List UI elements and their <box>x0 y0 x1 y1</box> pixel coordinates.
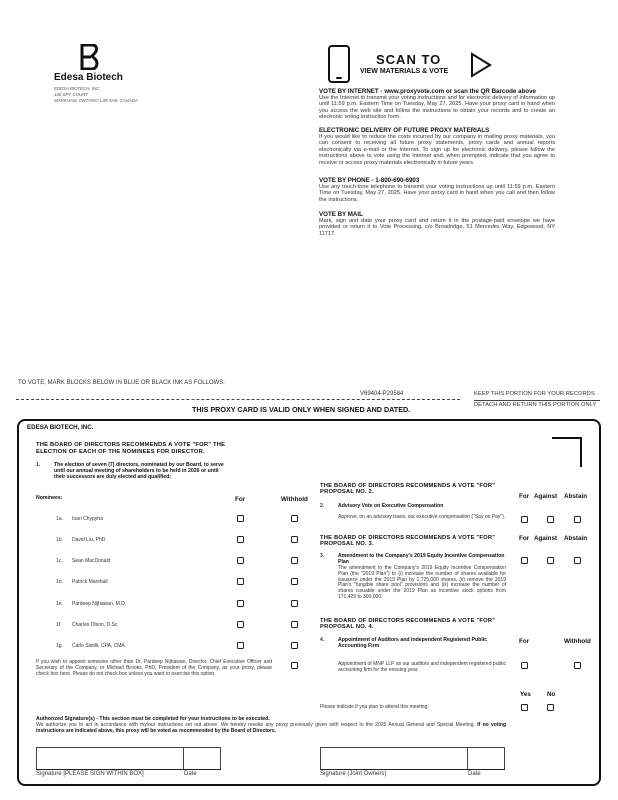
nominee-for-checkbox[interactable] <box>237 642 244 649</box>
nominee-number: 1f. <box>56 622 62 628</box>
proposal3-against-checkbox[interactable] <box>547 557 554 564</box>
nominee-name: Pardeep Nijhawan, M.D. <box>72 601 127 607</box>
authorization-bold-text: If no voting instructions are indicated above, this proxy will be voted as recommended by the Board of Directors. <box>36 722 506 734</box>
nominee-for-checkbox[interactable] <box>237 578 244 585</box>
vote-mail-body: Mark, sign and date your proxy card and return it in the postage-paid envelope we have provided or return it to Vote Processing, c/o Broadridge, 51 Mercedes Way, Edgewood, NY 11717. <box>319 218 555 237</box>
nominee-withhold-checkbox[interactable] <box>291 578 298 585</box>
for-column-header: For <box>519 493 530 500</box>
proposal3-body: The amendment to the Company's 2019 Equity Incentive Compensation Plan (the "2019 Plan") to (i) increase the number of shares available for issuance under the 2019 Plan by 1,725,000 shares, (ii) remove the 2019 Plan's "fungible share pool" provisions and (iii) increase the number of shares issuable under the 2019 Plan as incentive stock options from 171,429 to 300,000. <box>338 565 506 600</box>
nominee-name: Ioan Chypyha <box>72 516 103 522</box>
nominee-for-checkbox[interactable] <box>237 600 244 607</box>
detach-portion-text: DETACH AND RETURN THIS PORTION ONLY <box>474 402 597 408</box>
authorization-body: We authorize you to act in accordance with my/our instructions set out above. We hereby revoke any proxy previously given with respect to the 2025 Annual General and Special Meeting. <box>36 722 475 728</box>
authorization-text <box>36 723 506 735</box>
company-name: Edesa Biotech <box>54 72 123 83</box>
play-arrow-icon <box>470 52 492 78</box>
against-column-header: Against <box>534 535 558 542</box>
vote-phone-section <box>319 177 555 203</box>
vote-mail-title: VOTE BY MAIL <box>319 211 363 218</box>
cut-line <box>16 399 460 400</box>
proposal2-recommendation: THE BOARD OF DIRECTORS RECOMMENDS A VOTE "FOR" PROPOSAL NO. 2. <box>320 483 496 496</box>
nominee-withhold-checkbox[interactable] <box>291 557 298 564</box>
date-box[interactable] <box>184 747 221 769</box>
joint-date-label: Date <box>468 771 481 777</box>
proposal3-for-checkbox[interactable] <box>521 557 528 564</box>
joint-signature-box[interactable] <box>320 747 468 769</box>
proposal3-recommendation: THE BOARD OF DIRECTORS RECOMMENDS A VOTE "FOR" PROPOSAL NO. 3. <box>320 535 496 548</box>
nominee-withhold-checkbox[interactable] <box>291 536 298 543</box>
nominee-withhold-checkbox[interactable] <box>291 600 298 607</box>
nominee-number: 1d. <box>56 579 63 585</box>
signature-box[interactable] <box>36 747 184 769</box>
item1-number: 1. <box>36 462 41 468</box>
board-recommendation: THE BOARD OF DIRECTORS RECOMMENDS A VOTE "FOR" THE ELECTION OF EACH OF THE NOMINEES FOR DIRECTOR. <box>36 442 226 455</box>
withhold-column-header: Withhold <box>281 496 308 503</box>
nominee-withhold-checkbox[interactable] <box>291 621 298 628</box>
proposal2-against-checkbox[interactable] <box>547 516 554 523</box>
vote-phone-title: VOTE BY PHONE - 1-800-690-6903 <box>319 177 420 184</box>
nominee-name: Patrick Marshall <box>72 579 108 585</box>
proposal2-abstain-checkbox[interactable] <box>574 516 581 523</box>
nominee-number: 1g. <box>56 643 63 649</box>
joint-date-box[interactable] <box>468 747 505 769</box>
proposal4-number: 4. <box>320 637 325 643</box>
nominee-number: 1c. <box>56 558 63 564</box>
for-column-header: For <box>519 638 530 645</box>
joint-signature-label: Signature (Joint Owners) <box>320 771 387 777</box>
for-column-header: For <box>519 535 530 542</box>
address-line: EDESA BIOTECH, INC. <box>54 86 101 91</box>
keep-portion-text: KEEP THIS PORTION FOR YOUR RECORDS <box>474 391 595 397</box>
appoint-proxy-checkbox[interactable] <box>291 662 298 669</box>
signature-line <box>36 769 221 770</box>
proposal4-withhold-checkbox[interactable] <box>574 662 581 669</box>
proposal4-for-checkbox[interactable] <box>521 662 528 669</box>
nominee-for-checkbox[interactable] <box>237 536 244 543</box>
nominee-number: 1e. <box>56 601 63 607</box>
phone-icon <box>328 45 350 83</box>
authorized-signature-title: Authorized Signature(s) - This section must be completed for your instructions to be executed. <box>36 716 270 722</box>
valid-only-text: THIS PROXY CARD IS VALID ONLY WHEN SIGNED AND DATED. <box>192 405 411 414</box>
nominee-name: Sean MacDonald <box>72 558 111 564</box>
company-address <box>54 86 138 104</box>
proposal2-title: Advisory Vote on Executive Compensation <box>338 503 444 509</box>
withhold-column-header: Withhold <box>564 638 591 645</box>
scan-subtitle: VIEW MATERIALS & VOTE <box>360 68 449 75</box>
proposal2-body: Approve, on an advisory basis, our executive compensation ("Say on Pay"). <box>338 514 506 520</box>
mark-instruction: TO VOTE, MARK BLOCKS BELOW IN BLUE OR BLACK INK AS FOLLOWS: <box>18 380 225 386</box>
proposal3-title: Amendment to the Company's 2019 Equity Incentive Compensation Plan <box>338 553 505 565</box>
proposal4-body: Appointment of MNP LLP as our auditors and independent registered public accounting firm for the ensuing year. <box>338 661 506 673</box>
date-label: Date <box>184 771 197 777</box>
card-company-name: EDESA BIOTECH, INC. <box>27 424 94 431</box>
nominee-withhold-checkbox[interactable] <box>291 515 298 522</box>
nominee-for-checkbox[interactable] <box>237 515 244 522</box>
nominee-withhold-checkbox[interactable] <box>291 642 298 649</box>
edesa-logo-icon <box>80 44 100 70</box>
for-column-header: For <box>235 496 246 503</box>
electronic-delivery-title: ELECTRONIC DELIVERY OF FUTURE PROXY MATERIALS <box>319 127 490 134</box>
nominee-number: 1b. <box>56 537 63 543</box>
signature-label: Signature [PLEASE SIGN WITHIN BOX] <box>36 771 144 777</box>
electronic-delivery-section <box>319 127 555 166</box>
proposal3-abstain-checkbox[interactable] <box>574 557 581 564</box>
keep-underline <box>474 400 600 401</box>
vote-phone-body: Use any touch-tone telephone to transmit your voting instructions up until 11:59 p.m. Eastern Time on Tuesday, May 27, 2025. Have your proxy card in hand when you call and then follow the instructions. <box>319 184 555 203</box>
nominee-number: 1a. <box>56 516 63 522</box>
vote-mail-section <box>319 211 555 237</box>
corner-mark <box>552 437 582 467</box>
attend-meeting-text: Please indicate if you plan to attend this meeting. <box>320 704 429 710</box>
vote-internet-title: VOTE BY INTERNET - www.proxyvote.com or scan the QR Barcode above <box>319 88 536 95</box>
attend-yes-checkbox[interactable] <box>521 704 528 711</box>
yes-column-header: Yes <box>520 691 531 698</box>
nominees-label: Nominees: <box>36 495 63 501</box>
address-line: MARKHAM, ONTARIO L3R 5H6, CANADA <box>54 98 138 103</box>
appoint-proxy-text: If you wish to appoint someone other than Dr. Pardeep Nijhawan, Director, Chief Executive Officer and Secretary of the Company, or Michael Brooks, PhD, President of the Company, as your proxy, please check box here. Please do not check box unless you want to exercise this option. <box>36 659 272 677</box>
attend-no-checkbox[interactable] <box>547 704 554 711</box>
no-column-header: No <box>547 691 556 698</box>
joint-signature-line <box>320 769 505 770</box>
nominee-name: David Liu, PhD <box>72 537 106 543</box>
proposal4-recommendation: THE BOARD OF DIRECTORS RECOMMENDS A VOTE "FOR" PROPOSAL NO. 4. <box>320 618 496 631</box>
abstain-column-header: Abstain <box>564 535 588 542</box>
against-column-header: Against <box>534 493 558 500</box>
nominee-name: Carlo Sistilli, CPA, CMA <box>72 643 125 649</box>
vote-internet-section <box>319 88 555 121</box>
electronic-delivery-body: If you would like to reduce the costs incurred by our company in mailing proxy materials, you can consent to receiving all future proxy statements, proxy cards and annual reports electronically via e-mail or the Internet. To sign up for electronic delivery, please follow the instructions above to vote using the Internet and, when prompted, indicate that you agree to receive or access proxy materials electronically in future years. <box>319 134 555 166</box>
proposal2-for-checkbox[interactable] <box>521 516 528 523</box>
abstain-column-header: Abstain <box>564 493 588 500</box>
control-code: V69404-P29584 <box>360 391 404 397</box>
nominee-for-checkbox[interactable] <box>237 557 244 564</box>
proposal4-title: Appointment of Auditors and Independent Registered Public Accounting Firm <box>338 637 488 649</box>
nominee-for-checkbox[interactable] <box>237 621 244 628</box>
nominee-name: Charles Olson, D.Sc. <box>72 622 119 628</box>
item1-text: The election of seven (7) directors, nominated by our Board, to serve until our annual meeting of shareholders to be held in 2026 or until their successors are duly elected and qualified; <box>54 462 224 480</box>
vote-internet-body: Use the Internet to transmit your voting instructions and for electronic delivery of information up until 11:59 p.m. Eastern Time on Tuesday, May 27, 2025. Have your proxy card in hand when you access the web site and follow the instructions to obtain your records and to create an electronic voting instruction form. <box>319 95 555 121</box>
address-line: 100 SPY COURT <box>54 92 89 97</box>
proposal3-number: 3. <box>320 553 325 559</box>
scan-title: SCAN TO <box>376 52 442 67</box>
proposal2-number: 2. <box>320 503 325 509</box>
